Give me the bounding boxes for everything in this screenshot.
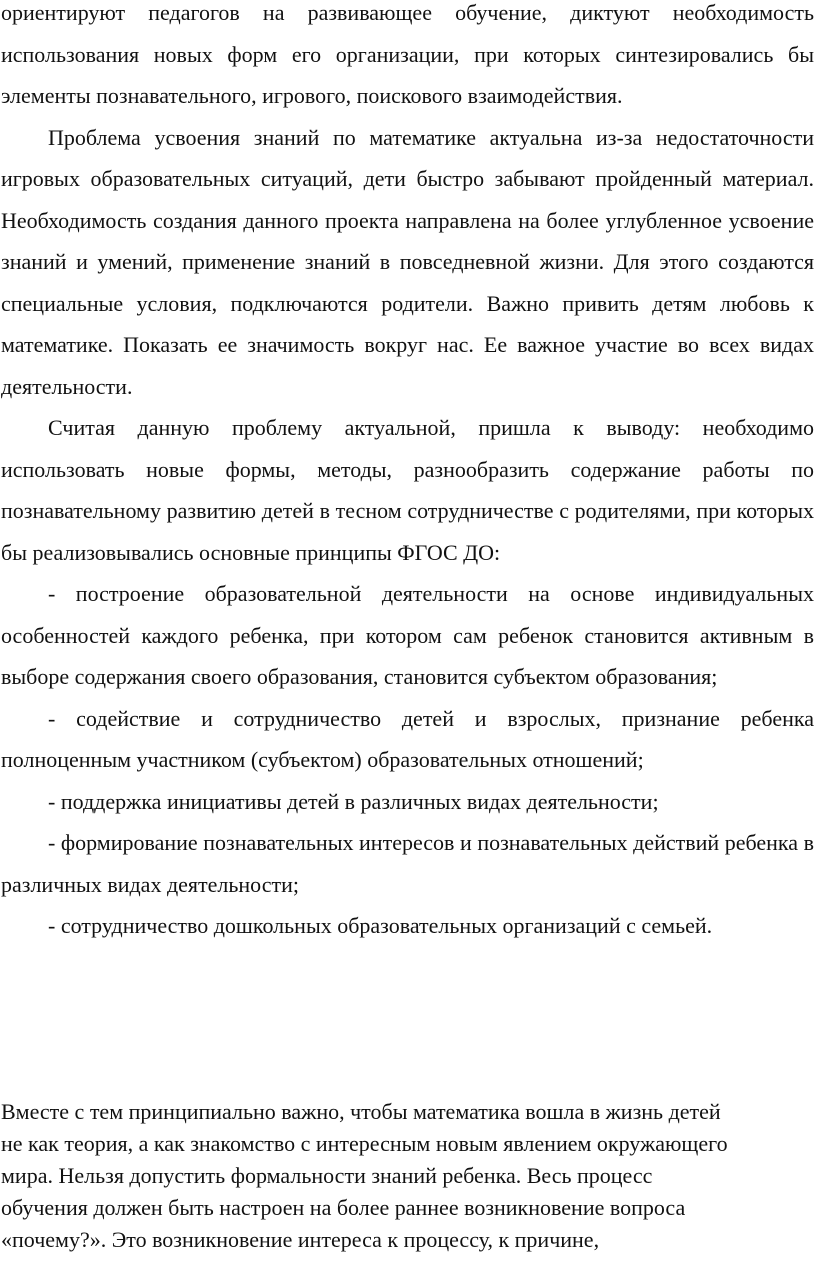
closing-text-block xyxy=(1,1096,814,1256)
closing-line: «почему?». Это возникновение интереса к процессу, к причине, xyxy=(1,1227,600,1252)
list-item-principle-2: - содействие и сотрудничество детей и взрослых, признание ребенка полноценным участником (субъектом) образовательных отношений; xyxy=(1,705,814,772)
closing-line: мира. Нельзя допустить формальности знаний ребенка. Весь процесс xyxy=(1,1163,653,1188)
paragraph-continuation: ориентируют педагогов на развивающее обучение, диктуют необходимость использования новых форм его организации, при которых синтезировались бы элементы познавательного, игрового, поискового взаимодействия. xyxy=(1,0,814,108)
list-item-principle-5: - сотрудничество дошкольных образовательных организаций с семьей. xyxy=(48,913,713,938)
paragraph-conclusion: Считая данную проблему актуальной, пришла к выводу: необходимо использовать новые формы, методы, разнообразить содержание работы по познавательному развитию детей в тесном сотрудничестве с родителями, при которых бы реализовывались основные принципы ФГОС ДО: xyxy=(1,415,814,565)
main-text-block xyxy=(1,0,814,947)
paragraph-problem: Проблема усвоения знаний по математике актуальна из-за недостаточности игровых образовательных ситуаций, дети быстро забывают пройденный материал. Необходимость создания данного проекта направлена на более углубленное усвоение знаний и умений, применение знаний в повседневной жизни. Для этого создаются специальные условия, подключаются родители. Важно привить детям любовь к математике. Показать ее значимость вокруг нас. Ее важное участие во всех видах деятельности. xyxy=(1,124,814,399)
list-item-principle-1: - построение образовательной деятельности на основе индивидуальных особенностей каждого ребенка, при котором сам ребенок становится активным в выборе содержания своего образования, становится субъектом образования; xyxy=(1,581,814,689)
list-item-principle-4: - формирование познавательных интересов и познавательных действий ребенка в различных видах деятельности; xyxy=(1,830,814,897)
closing-line: не как теория, а как знакомство с интересным новым явлением окружающего xyxy=(1,1131,728,1156)
list-item-principle-3: - поддержка инициативы детей в различных видах деятельности; xyxy=(48,788,659,814)
closing-line: Вместе с тем принципиально важно, чтобы математика вошла в жизнь детей xyxy=(1,1099,721,1124)
closing-line: обучения должен быть настроен на более раннее возникновение вопроса xyxy=(1,1195,686,1220)
